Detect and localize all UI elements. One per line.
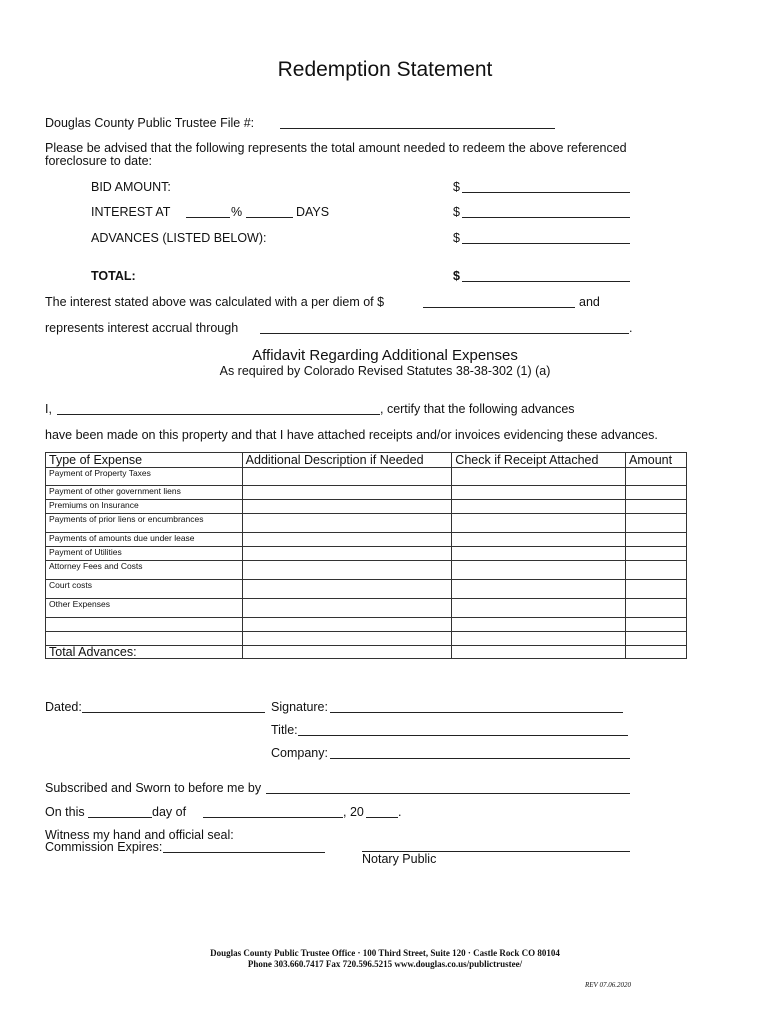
footer-contact: Phone 303.660.7417 Fax 720.596.5215 www.douglas.co.us/publictrustee/ (247, 959, 523, 969)
accrual-period: . (629, 321, 633, 335)
expense-type-cell: Payments of amounts due under lease (46, 533, 243, 547)
company-label: Company: (271, 746, 328, 760)
expense-receipt-cell[interactable] (452, 500, 626, 514)
expense-description-cell[interactable] (242, 547, 452, 561)
expense-description-cell[interactable] (242, 580, 452, 599)
expense-receipt-cell[interactable] (452, 486, 626, 500)
total-advances-empty-cell (242, 646, 452, 659)
year-field[interactable] (366, 817, 398, 818)
expense-receipt-cell[interactable] (452, 468, 626, 486)
table-row (46, 618, 687, 632)
dated-label: Dated: (45, 700, 82, 714)
total-label: TOTAL: (91, 269, 136, 283)
expense-amount-cell[interactable] (626, 514, 687, 533)
table-row (46, 580, 687, 599)
bid-dollar-sign: $ (453, 180, 460, 194)
table-row (46, 486, 687, 500)
file-number-label: Douglas County Public Trustee File #: (45, 116, 255, 130)
expense-amount-cell[interactable] (626, 632, 687, 646)
title-field[interactable] (298, 735, 628, 736)
total-advances-empty-cell (452, 646, 626, 659)
expense-type-cell (46, 618, 243, 632)
expense-receipt-cell[interactable] (452, 561, 626, 580)
expense-receipt-cell[interactable] (452, 547, 626, 561)
expense-description-cell[interactable] (242, 500, 452, 514)
per-diem-text: The interest stated above was calculated with a per diem of $ (45, 295, 385, 309)
month-field[interactable] (203, 817, 343, 818)
file-number-field[interactable] (280, 128, 555, 129)
expense-description-cell[interactable] (242, 599, 452, 618)
expense-receipt-cell[interactable] (452, 618, 626, 632)
dated-field[interactable] (82, 712, 265, 713)
year-prefix: , 20 (343, 805, 364, 819)
sworn-text: Subscribed and Sworn to before me by (45, 781, 262, 795)
expense-description-cell[interactable] (242, 618, 452, 632)
header-type: Type of Expense (46, 453, 243, 468)
expense-receipt-cell[interactable] (452, 632, 626, 646)
advised-text-2: foreclosure to date: (45, 154, 153, 168)
notary-public-label: Notary Public (362, 852, 437, 866)
signature-label: Signature: (271, 700, 328, 714)
table-row (46, 599, 687, 618)
header-receipt: Check if Receipt Attached (452, 453, 626, 468)
title-label: Title: (271, 723, 298, 737)
per-diem-field[interactable] (423, 307, 575, 308)
total-advances-row (46, 646, 687, 659)
table-header-row (46, 453, 687, 468)
expense-description-cell[interactable] (242, 632, 452, 646)
expense-description-cell[interactable] (242, 468, 452, 486)
interest-dollar-sign: $ (453, 205, 460, 219)
total-advances-amount-cell[interactable] (626, 646, 687, 659)
expense-amount-cell[interactable] (626, 580, 687, 599)
interest-days-label: DAYS (296, 205, 330, 219)
header-amount: Amount (626, 453, 687, 468)
expense-type-cell: Other Expenses (46, 599, 243, 618)
expense-receipt-cell[interactable] (452, 580, 626, 599)
advised-text-1: Please be advised that the following represents the total amount needed to redeem the above referenced (45, 141, 627, 155)
total-dollar-sign: $ (453, 269, 460, 283)
interest-percent-label: % (231, 205, 243, 219)
bid-amount-field[interactable] (462, 192, 630, 193)
affidavit-heading: Affidavit Regarding Additional Expenses (252, 347, 518, 364)
affiant-i-label: I, (45, 402, 52, 416)
advances-label: ADVANCES (LISTED BELOW): (91, 231, 267, 245)
expense-amount-cell[interactable] (626, 618, 687, 632)
table-row (46, 547, 687, 561)
interest-label: INTEREST AT (91, 205, 171, 219)
signature-field[interactable] (330, 712, 623, 713)
page-title: Redemption Statement (277, 58, 493, 81)
commission-label: Commission Expires: (45, 840, 163, 854)
expense-type-cell: Court costs (46, 580, 243, 599)
table-row (46, 514, 687, 533)
expense-description-cell[interactable] (242, 533, 452, 547)
sworn-by-field[interactable] (266, 793, 630, 794)
commission-expires-field[interactable] (163, 852, 325, 853)
expense-receipt-cell[interactable] (452, 514, 626, 533)
expense-type-cell (46, 632, 243, 646)
affidavit-subheading: As required by Colorado Revised Statutes 38-38-302 (1) (a) (219, 364, 551, 378)
expense-description-cell[interactable] (242, 514, 452, 533)
expense-receipt-cell[interactable] (452, 533, 626, 547)
revision-label: REV 07.06.2020 (585, 981, 631, 989)
certify-text: , certify that the following advances (380, 402, 575, 416)
expense-receipt-cell[interactable] (452, 599, 626, 618)
advances-made-text: have been made on this property and that I have attached receipts and/or invoices evidencing these advances. (45, 428, 658, 442)
expense-amount-cell[interactable] (626, 533, 687, 547)
interest-amount-field[interactable] (462, 217, 630, 218)
expense-amount-cell[interactable] (626, 486, 687, 500)
witness-text: Witness my hand and official seal: (45, 828, 234, 842)
expense-type-cell: Payment of other government liens (46, 486, 243, 500)
expense-description-cell[interactable] (242, 486, 452, 500)
table-row (46, 468, 687, 486)
day-of-label: day of (152, 805, 187, 819)
total-amount-field[interactable] (462, 281, 630, 282)
advances-amount-field[interactable] (462, 243, 630, 244)
affiant-name-field[interactable] (57, 414, 380, 415)
expense-type-cell: Payments of prior liens or encumbrances (46, 514, 243, 533)
expense-amount-cell[interactable] (626, 547, 687, 561)
table-row (46, 500, 687, 514)
expense-table (45, 452, 687, 659)
on-this-label: On this (45, 805, 85, 819)
table-row (46, 561, 687, 580)
header-description: Additional Description if Needed (242, 453, 452, 468)
day-field[interactable] (88, 817, 152, 818)
total-advances-label: Total Advances: (46, 646, 243, 659)
bid-amount-label: BID AMOUNT: (91, 180, 171, 194)
expense-amount-cell[interactable] (626, 561, 687, 580)
table-row (46, 533, 687, 547)
year-period: . (398, 805, 402, 819)
expense-type-cell: Attorney Fees and Costs (46, 561, 243, 580)
accrual-date-field[interactable] (260, 333, 629, 334)
expense-type-cell: Premiums on Insurance (46, 500, 243, 514)
expense-description-cell[interactable] (242, 561, 452, 580)
interest-rate-field[interactable] (186, 217, 230, 218)
expense-amount-cell[interactable] (626, 599, 687, 618)
expense-type-cell: Payment of Utilities (46, 547, 243, 561)
expense-amount-cell[interactable] (626, 468, 687, 486)
expense-type-cell: Payment of Property Taxes (46, 468, 243, 486)
accrual-text: represents interest accrual through (45, 321, 239, 335)
footer-address: Douglas County Public Trustee Office · 100 Third Street, Suite 120 · Castle Rock CO 80104 (210, 948, 560, 958)
advances-dollar-sign: $ (453, 231, 460, 245)
interest-days-field[interactable] (246, 217, 293, 218)
per-diem-and: and (579, 295, 600, 309)
expense-amount-cell[interactable] (626, 500, 687, 514)
company-field[interactable] (330, 758, 630, 759)
table-row (46, 632, 687, 646)
